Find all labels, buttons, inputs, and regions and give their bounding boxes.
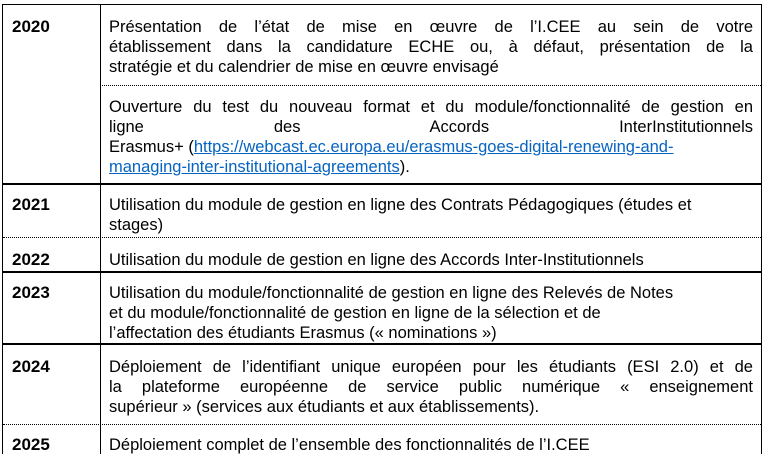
row-2020-text-2 — [109, 97, 753, 177]
text-prefix: Erasmus+ ( — [109, 138, 194, 156]
row-2025-text — [109, 435, 753, 455]
timeline-table — [2, 4, 762, 454]
text-line: Ouverture du test du nouveau format et du module/fonctionnalité de gestion en — [109, 98, 753, 116]
text-line: établissement dans la candidature ECHE ou, à défaut, présentation de la — [109, 38, 753, 56]
text-line: et du module/fonctionnalité de gestion en ligne de la sélection et de — [109, 304, 601, 322]
webcast-link-continued[interactable]: managing-inter-institutional-agreements — [109, 158, 400, 176]
table-row-2020 — [3, 5, 761, 183]
table-row-2022 — [3, 238, 761, 270]
webcast-link[interactable]: https://webcast.ec.europa.eu/erasmus-goes-digital-renewing-and- — [193, 138, 674, 156]
year-cell: 2020 — [12, 17, 50, 36]
text-line: Déploiement complet de l’ensemble des fonctionnalités de l’I.CEE — [109, 436, 590, 454]
table-row-2024 — [3, 345, 761, 423]
text-line: Déploiement de l’identifiant unique européen pour les étudiants (ESI 2.0) et de — [109, 358, 753, 376]
year-cell: 2024 — [12, 357, 50, 376]
row-2023-text — [109, 283, 753, 343]
text-line: stratégie et du calendrier de mise en œuvre envisagé — [109, 58, 499, 76]
text-line: supérieur » (services aux étudiants et aux établissements). — [109, 398, 540, 416]
year-cell: 2023 — [12, 283, 50, 302]
row-separator-dotted — [100, 85, 761, 86]
year-cell: 2021 — [12, 195, 50, 214]
row-2021-text — [109, 195, 753, 235]
text-line: Utilisation du module de gestion en ligne des Contrats Pédagogiques (études et — [109, 196, 692, 214]
text-line — [109, 137, 753, 157]
text-line: ligne des Accords InterInstitutionnels — [109, 118, 753, 136]
row-2022-text — [109, 250, 753, 270]
text-suffix: ). — [399, 158, 410, 176]
table-row-2021 — [3, 185, 761, 237]
text-line: la plateforme européenne de service public numérique « enseignement — [109, 378, 753, 396]
text-line: stages) — [109, 216, 164, 234]
row-2024-text — [109, 357, 753, 417]
year-cell: 2022 — [12, 250, 50, 269]
text-line: Utilisation du module de gestion en ligne des Accords Inter-Institutionnels — [109, 251, 644, 269]
row-2020-text-1 — [109, 17, 753, 77]
text-line: Utilisation du module/fonctionnalité de gestion en ligne des Relevés de Notes — [109, 284, 674, 302]
text-line: l’affectation des étudiants Erasmus (« nominations ») — [109, 324, 497, 342]
year-cell: 2025 — [12, 435, 50, 454]
table-row-2025 — [3, 425, 761, 455]
text-line: Présentation de l’état de mise en œuvre de l’I.CEE au sein de votre — [109, 18, 753, 36]
text-line — [109, 157, 753, 177]
table-row-2023 — [3, 273, 761, 343]
